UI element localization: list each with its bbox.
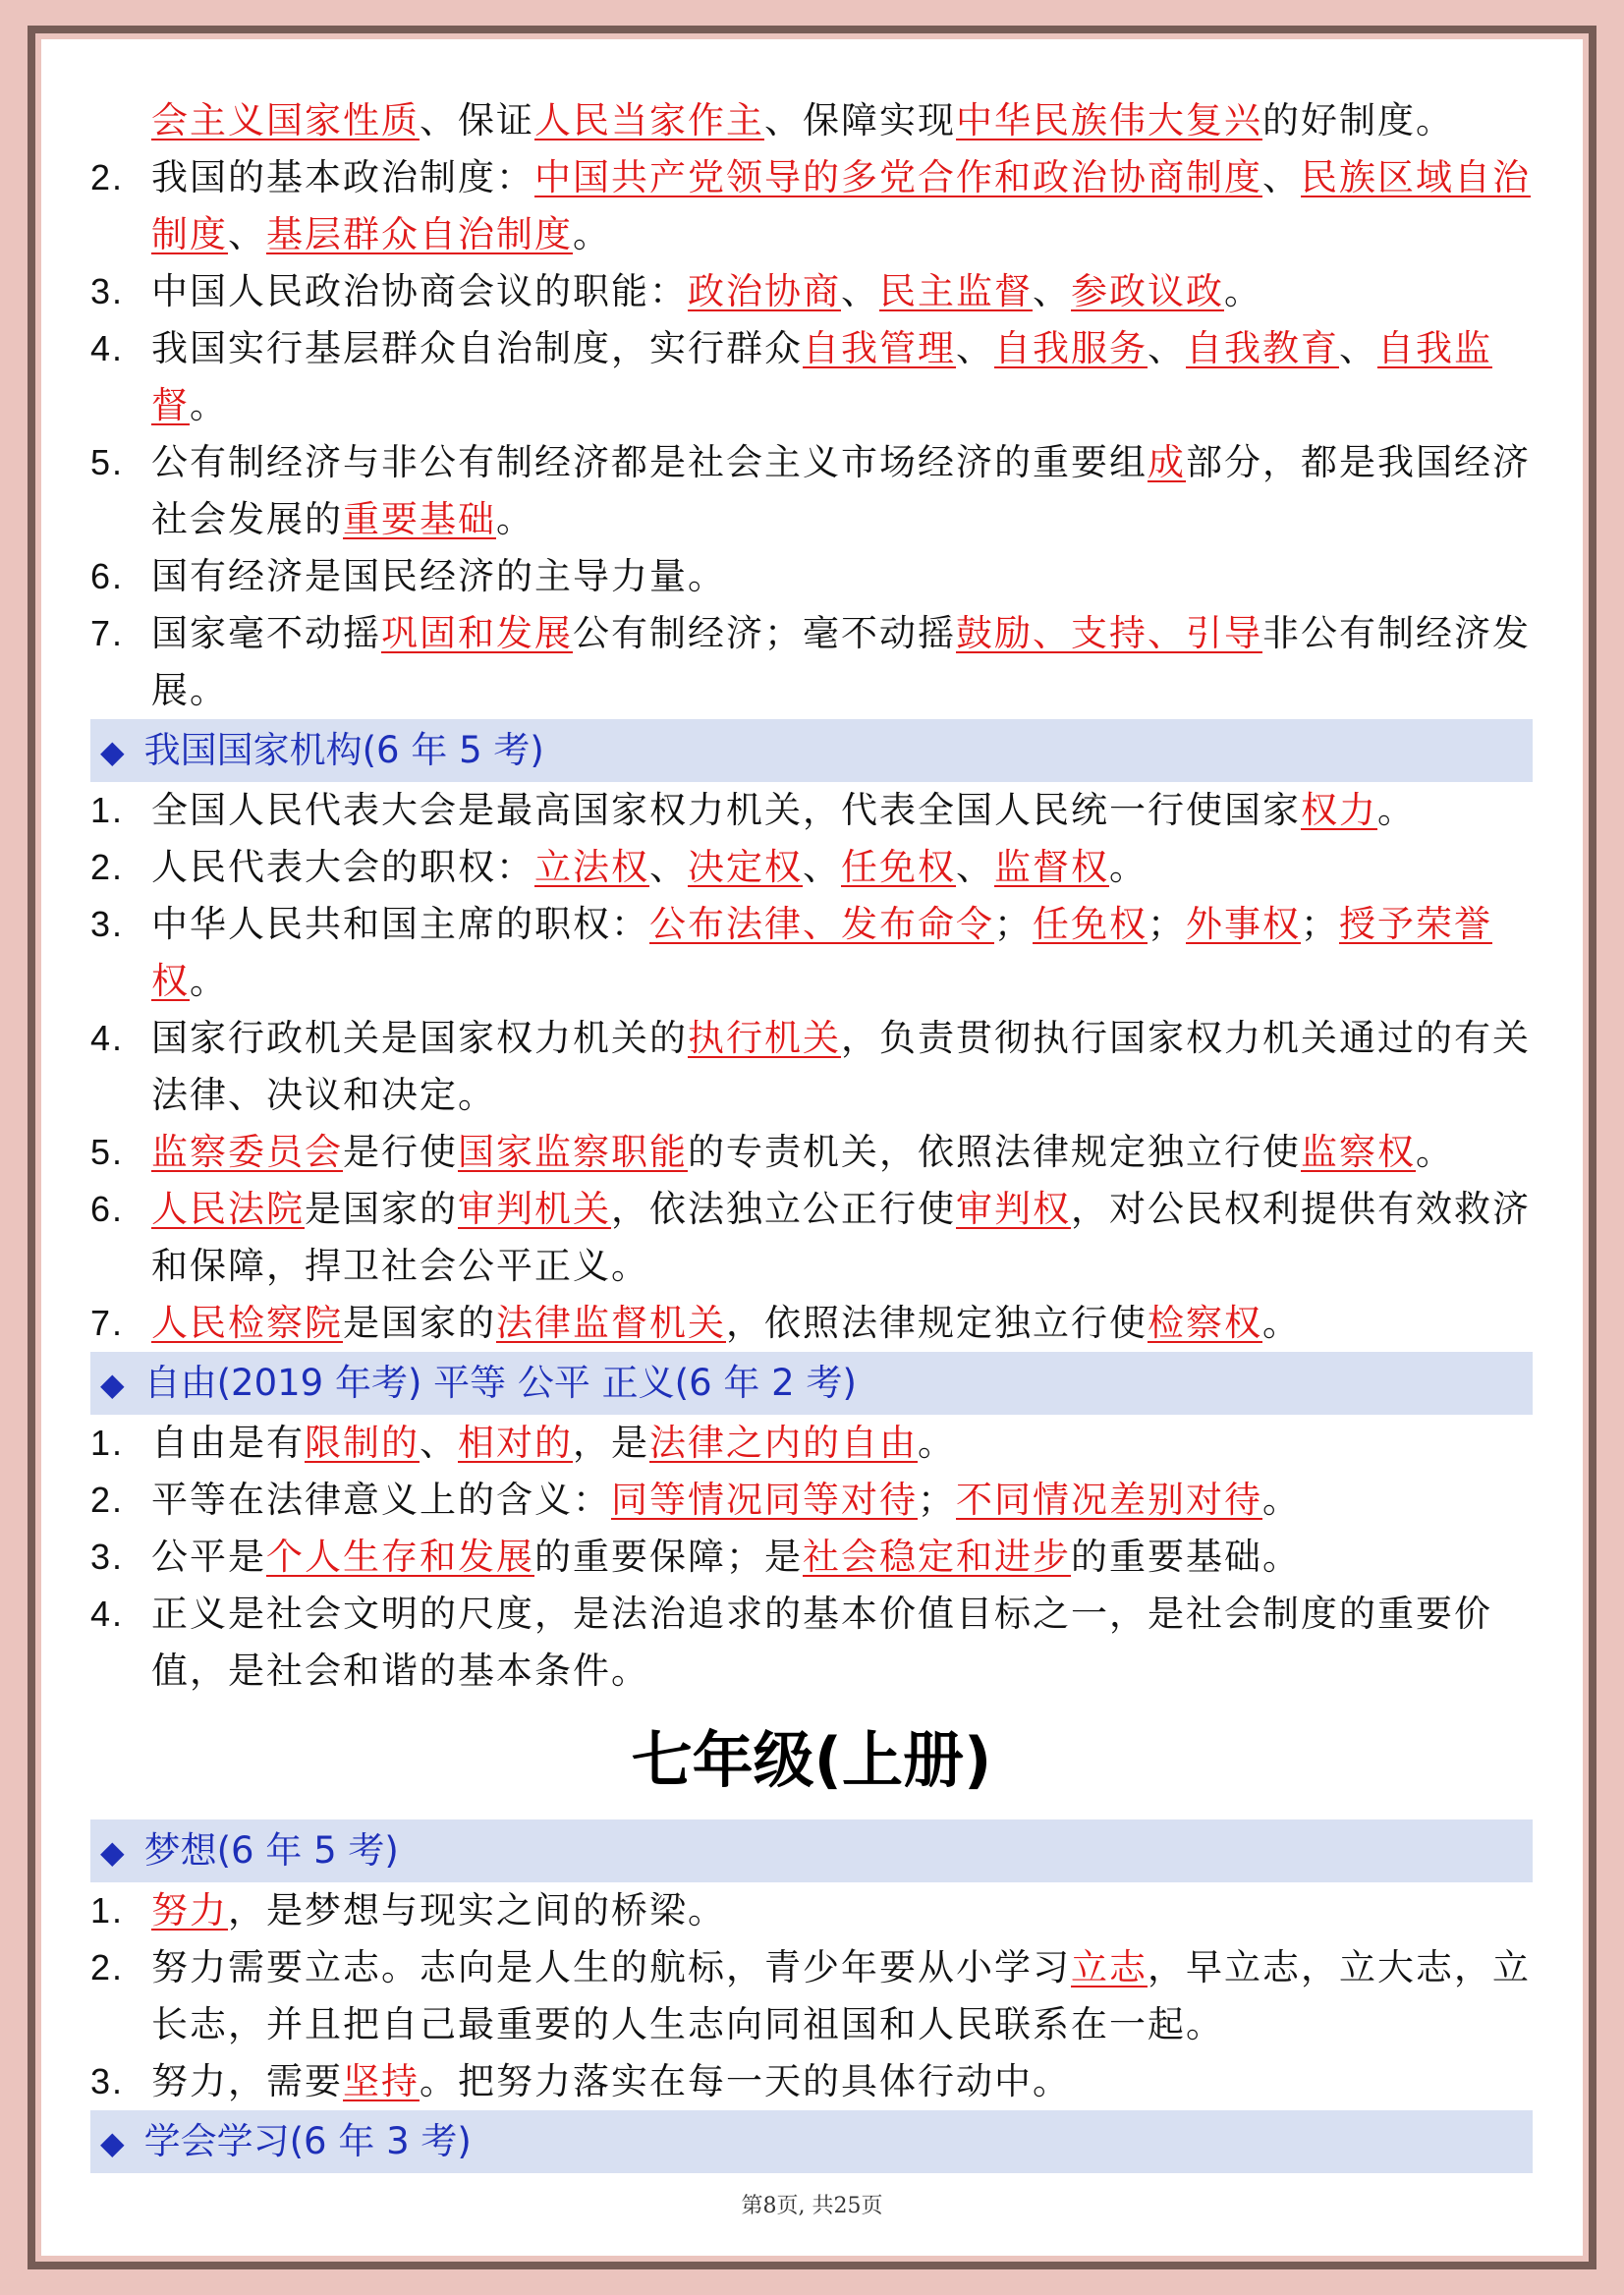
item-number: 4.: [90, 1594, 125, 1634]
item-number: 5.: [90, 1132, 125, 1172]
item-text: ，负责贯彻执行国家权力机关通过的有关法律、决议和决定。: [151, 1017, 1531, 1116]
highlight-term: 人民法院: [151, 1188, 305, 1230]
list-item: [90, 1882, 1533, 1939]
item-text: 部分，都是我国经济社会发展的: [151, 441, 1531, 540]
item-text: 的专责机关，依照法律规定独立行使: [688, 1131, 1301, 1173]
section-title: 学会学习(6 年 3 考): [143, 2120, 472, 2162]
item-text: 。: [1377, 789, 1416, 831]
highlight-term: 外事权: [1186, 903, 1301, 945]
diamond-bullet-icon: ◆: [100, 733, 125, 770]
item-number: 7.: [90, 1303, 125, 1343]
item-text: 国家毫不动摇: [151, 612, 381, 654]
highlight-term: 监督权: [994, 846, 1109, 888]
item-number: 3.: [90, 1537, 125, 1577]
item-text: ，是梦想与现实之间的桥梁。: [228, 1889, 726, 1931]
list-item: [90, 1295, 1533, 1352]
highlight-term: 任免权: [1033, 903, 1148, 945]
highlight-term: 中国共产党领导的多党合作和政治协商制度: [534, 156, 1262, 198]
item-text: 。把努力落实在每一天的具体行动中。: [420, 2060, 1071, 2102]
highlight-term: 立志: [1071, 1946, 1148, 1988]
highlight-term: 公布法律、发布命令: [649, 903, 994, 945]
list-item: [90, 839, 1533, 896]
list-item: [90, 605, 1533, 719]
item-text: 。: [190, 384, 228, 426]
list-item: [90, 1181, 1533, 1295]
item-text: 公平是: [151, 1536, 266, 1578]
highlight-term: 人民检察院: [151, 1302, 343, 1344]
document-page: [41, 39, 1583, 2256]
item-text: 、: [841, 270, 879, 312]
item-text: 。: [1262, 1479, 1301, 1521]
item-text: 是行使: [343, 1131, 458, 1173]
item-number: 2.: [90, 1947, 125, 1987]
item-text: 平等在法律意义上的含义：: [151, 1479, 611, 1521]
highlight-term: 任免权: [841, 846, 956, 888]
list-item: [90, 2053, 1533, 2110]
highlight-term: 决定权: [688, 846, 803, 888]
item-text: 、: [1262, 156, 1301, 198]
highlight-term: 授予荣誉权: [151, 903, 1492, 1002]
item-text: ；: [918, 1479, 956, 1521]
section-heading: [90, 1819, 1533, 1882]
highlight-term: 自我教育: [1186, 327, 1339, 369]
item-number: 1.: [90, 1423, 125, 1463]
highlight-term: 审判权: [956, 1188, 1071, 1230]
item-text: ，依法独立公正行使: [611, 1188, 956, 1230]
item-text: 努力需要立志。志向是人生的航标，青少年要从小学习: [151, 1946, 1071, 1988]
item-text: 中华人民共和国主席的职权：: [151, 903, 649, 945]
highlight-term: 法律之内的自由: [649, 1422, 918, 1464]
item-text: ，对公民权利提供有效救济和保障，捍卫社会公平正义。: [151, 1188, 1531, 1287]
highlight-term: 国家监察职能: [458, 1131, 688, 1173]
item-text: 、: [1033, 270, 1071, 312]
item-text: 国家行政机关是国家权力机关的: [151, 1017, 688, 1059]
item-text: 。: [1224, 270, 1262, 312]
highlight-term: 限制的: [305, 1422, 420, 1464]
item-text: 的重要基础。: [1071, 1536, 1301, 1578]
list-item: [90, 263, 1533, 320]
item-text: 非公有制经济发展。: [151, 612, 1531, 711]
highlight-term: 同等情况同等对待: [611, 1479, 918, 1521]
item-number: 6.: [90, 1189, 125, 1229]
item-text: 是国家的: [305, 1188, 458, 1230]
item-text: 、保障实现: [764, 99, 956, 141]
item-number: 1.: [90, 790, 125, 830]
list-item: [90, 782, 1533, 839]
highlight-term: 自我管理: [803, 327, 956, 369]
highlight-term: 社会稳定和进步: [803, 1536, 1071, 1578]
item-text: 公有制经济与非公有制经济都是社会主义市场经济的重要组: [151, 441, 1148, 483]
item-text: 是国家的: [343, 1302, 496, 1344]
item-text: 公有制经济；毫不动摇: [573, 612, 956, 654]
list-item: [90, 1415, 1533, 1472]
list-item: [90, 1124, 1533, 1181]
highlight-term: 民主监督: [879, 270, 1033, 312]
item-text: 。: [1262, 1302, 1301, 1344]
section-heading: [90, 1352, 1533, 1415]
highlight-term: 努力: [151, 1889, 228, 1931]
item-text: 的重要保障；是: [534, 1536, 803, 1578]
highlight-term: 立法权: [534, 846, 649, 888]
item-text: 正义是社会文明的尺度，是法治追求的基本价值目标之一，是社会制度的重要价值，是社会和谐的基本条件。: [151, 1593, 1492, 1692]
item-text: 自由是有: [151, 1422, 305, 1464]
item-text: 、: [803, 846, 841, 888]
highlight-term: 相对的: [458, 1422, 573, 1464]
highlight-term: 权力: [1301, 789, 1377, 831]
highlight-term: 人民当家作主: [534, 99, 764, 141]
item-text: 。: [1416, 1131, 1454, 1173]
item-text: 、: [1339, 327, 1377, 369]
item-number: 4.: [90, 1018, 125, 1058]
highlight-term: 法律监督机关: [496, 1302, 726, 1344]
item-text: 。: [496, 498, 534, 540]
highlight-term: 基层群众自治制度: [266, 213, 573, 255]
item-number: 1.: [90, 1890, 125, 1931]
item-number: 6.: [90, 556, 125, 596]
highlight-term: 会主义国家性质: [151, 99, 420, 141]
list-item: [90, 434, 1533, 548]
item-text: 、: [649, 846, 688, 888]
document-content: [90, 92, 1533, 2173]
item-text: ，是: [573, 1422, 649, 1464]
item-text: 努力，需要: [151, 2060, 343, 2102]
item-text: 我国实行基层群众自治制度，实行群众: [151, 327, 803, 369]
list-item: [90, 896, 1533, 1010]
highlight-term: 审判机关: [458, 1188, 611, 1230]
diamond-bullet-icon: ◆: [100, 1833, 125, 1871]
list-item: [90, 548, 1533, 605]
item-text: 、: [420, 1422, 458, 1464]
item-number: 3.: [90, 271, 125, 311]
section-title: 梦想(6 年 5 考): [143, 1829, 399, 1872]
highlight-term: 中华民族伟大复兴: [956, 99, 1262, 141]
highlight-term: 个人生存和发展: [266, 1536, 534, 1578]
highlight-term: 民族区域自治制度: [151, 156, 1531, 255]
item-text: ；: [1148, 903, 1186, 945]
item-text: 中国人民政治协商会议的职能：: [151, 270, 688, 312]
highlight-term: 执行机关: [688, 1017, 841, 1059]
item-text: 我国的基本政治制度：: [151, 156, 534, 198]
highlight-term: 不同情况差别对待: [956, 1479, 1262, 1521]
item-text: 、: [956, 327, 994, 369]
list-item: [90, 320, 1533, 434]
item-text: 。: [573, 213, 611, 255]
item-number: 5.: [90, 442, 125, 482]
list-item: [90, 149, 1533, 263]
highlight-term: 政治协商: [688, 270, 841, 312]
item-text: ，依照法律规定独立行使: [726, 1302, 1148, 1344]
item-text: ；: [1301, 903, 1339, 945]
item-text: ，早立志，立大志，立长志，并且把自己最重要的人生志向同祖国和人民联系在一起。: [151, 1946, 1531, 2045]
page-footer: 第8页, 共25页: [741, 2194, 883, 2218]
highlight-term: 自我监督: [151, 327, 1492, 426]
item-text: 。: [190, 960, 228, 1002]
item-text: 的好制度。: [1262, 99, 1454, 141]
item-text: 全国人民代表大会是最高国家权力机关，代表全国人民统一行使国家: [151, 789, 1301, 831]
item-text: 国有经济是国民经济的主导力量。: [151, 555, 726, 597]
section-heading: [90, 2110, 1533, 2173]
item-text: ；: [994, 903, 1033, 945]
highlight-term: 成: [1148, 441, 1186, 483]
item-number: 3.: [90, 904, 125, 944]
item-text: 。: [1109, 846, 1148, 888]
section-title: 我国国家机构(6 年 5 考): [143, 729, 544, 771]
section-title: 自由(2019 年考) 平等 公平 正义(6 年 2 考): [143, 1362, 857, 1404]
list-item: [90, 92, 1533, 149]
list-item: [90, 1586, 1533, 1700]
item-number: 2.: [90, 1480, 125, 1520]
item-text: 、: [1148, 327, 1186, 369]
list-item: [90, 1472, 1533, 1529]
list-item: [90, 1939, 1533, 2053]
highlight-term: 参政议政: [1071, 270, 1224, 312]
section-heading: [90, 719, 1533, 782]
list-item: [90, 1529, 1533, 1586]
item-number: 4.: [90, 328, 125, 368]
highlight-term: 监察权: [1301, 1131, 1416, 1173]
item-text: 。: [918, 1422, 956, 1464]
highlight-term: 检察权: [1148, 1302, 1262, 1344]
diamond-bullet-icon: ◆: [100, 2124, 125, 2161]
diamond-bullet-icon: ◆: [100, 1366, 125, 1403]
highlight-term: 巩固和发展: [381, 612, 573, 654]
list-item: [90, 1010, 1533, 1124]
item-text: 、: [228, 213, 266, 255]
highlight-term: 坚持: [343, 2060, 420, 2102]
item-text: 、: [956, 846, 994, 888]
item-number: 3.: [90, 2061, 125, 2101]
highlight-term: 重要基础: [343, 498, 496, 540]
item-number: 2.: [90, 157, 125, 197]
grade-title: 七年级(上册): [631, 1724, 992, 1796]
highlight-term: 鼓励、支持、引导: [956, 612, 1262, 654]
item-text: 人民代表大会的职权：: [151, 846, 534, 888]
highlight-term: 自我服务: [994, 327, 1148, 369]
item-number: 7.: [90, 613, 125, 653]
highlight-term: 监察委员会: [151, 1131, 343, 1173]
item-text: 、保证: [420, 99, 534, 141]
item-number: 2.: [90, 847, 125, 887]
